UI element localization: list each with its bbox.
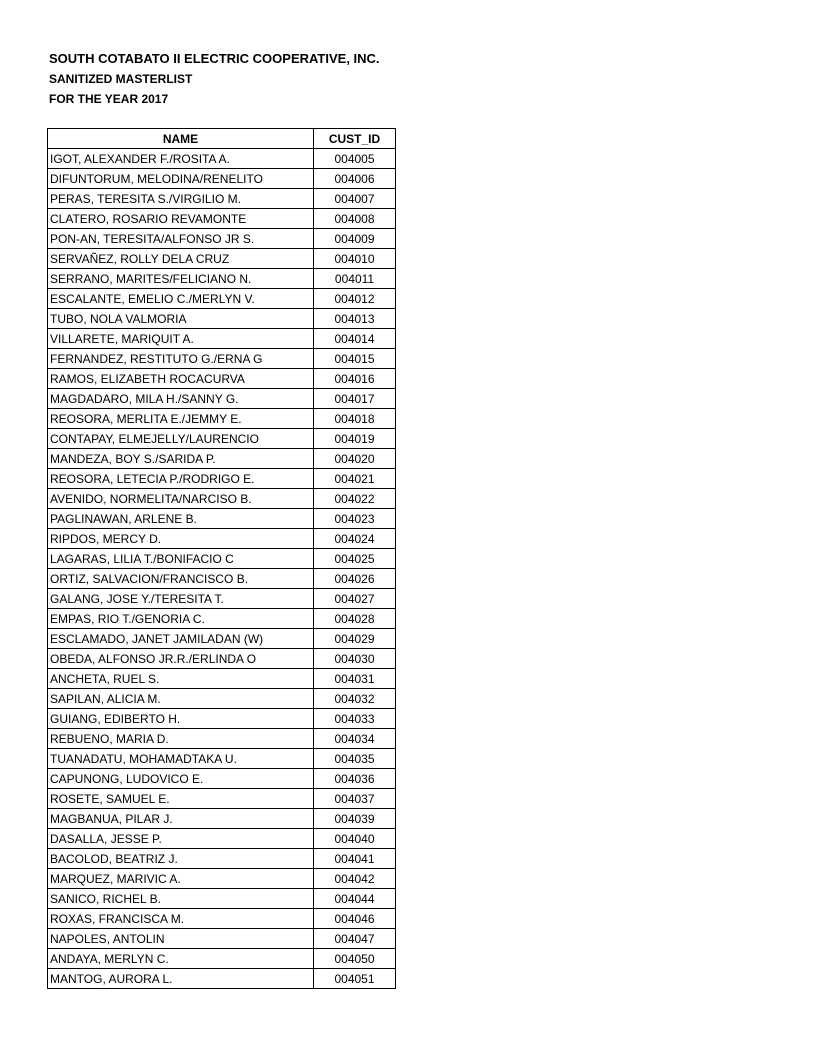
customer-id-cell: 004032 <box>314 689 396 709</box>
customer-id-cell: 004031 <box>314 669 396 689</box>
customer-id-cell: 004047 <box>314 929 396 949</box>
table-row <box>48 769 396 789</box>
table-row <box>48 469 396 489</box>
customer-name-cell: REOSORA, LETECIA P./RODRIGO E. <box>48 469 314 489</box>
customer-name-cell: MARQUEZ, MARIVIC A. <box>48 869 314 889</box>
customer-name-cell: LAGARAS, LILIA T./BONIFACIO C <box>48 549 314 569</box>
customer-name-cell: CLATERO, ROSARIO REVAMONTE <box>48 209 314 229</box>
customer-id-cell: 004046 <box>314 909 396 929</box>
customer-name-cell: PAGLINAWAN, ARLENE B. <box>48 509 314 529</box>
customer-id-cell: 004016 <box>314 369 396 389</box>
customer-name-cell: BACOLOD, BEATRIZ J. <box>48 849 314 869</box>
customer-id-cell: 004040 <box>314 829 396 849</box>
customer-name-cell: GALANG, JOSE Y./TERESITA T. <box>48 589 314 609</box>
column-header-name: NAME <box>48 129 314 149</box>
table-row <box>48 789 396 809</box>
customer-id-cell: 004024 <box>314 529 396 549</box>
customer-name-cell: MANTOG, AURORA L. <box>48 969 314 989</box>
customer-name-cell: EMPAS, RIO T./GENORIA C. <box>48 609 314 629</box>
table-row <box>48 429 396 449</box>
customer-id-cell: 004019 <box>314 429 396 449</box>
table-row <box>48 409 396 429</box>
customer-id-cell: 004009 <box>314 229 396 249</box>
table-row <box>48 489 396 509</box>
customer-name-cell: ORTIZ, SALVACION/FRANCISCO B. <box>48 569 314 589</box>
customer-id-cell: 004042 <box>314 869 396 889</box>
customer-name-cell: REBUENO, MARIA D. <box>48 729 314 749</box>
customer-name-cell: ROSETE, SAMUEL E. <box>48 789 314 809</box>
table-row <box>48 909 396 929</box>
table-row <box>48 629 396 649</box>
customer-name-cell: DASALLA, JESSE P. <box>48 829 314 849</box>
customer-name-cell: SERVAÑEZ, ROLLY DELA CRUZ <box>48 249 314 269</box>
table-row <box>48 609 396 629</box>
table-row <box>48 669 396 689</box>
customer-id-cell: 004011 <box>314 269 396 289</box>
table-row <box>48 729 396 749</box>
customer-id-cell: 004010 <box>314 249 396 269</box>
customer-name-cell: PON-AN, TERESITA/ALFONSO JR S. <box>48 229 314 249</box>
table-row <box>48 369 396 389</box>
table-row <box>48 509 396 529</box>
customer-name-cell: MAGBANUA, PILAR J. <box>48 809 314 829</box>
customer-id-cell: 004008 <box>314 209 396 229</box>
customer-id-cell: 004020 <box>314 449 396 469</box>
customer-id-cell: 004033 <box>314 709 396 729</box>
table-row <box>48 889 396 909</box>
customer-id-cell: 004029 <box>314 629 396 649</box>
customer-name-cell: OBEDA, ALFONSO JR.R./ERLINDA O <box>48 649 314 669</box>
customer-name-cell: ANCHETA, RUEL S. <box>48 669 314 689</box>
customer-id-cell: 004035 <box>314 749 396 769</box>
customer-name-cell: IGOT, ALEXANDER F./ROSITA A. <box>48 149 314 169</box>
customer-id-cell: 004034 <box>314 729 396 749</box>
customer-name-cell: TUANADATU, MOHAMADTAKA U. <box>48 749 314 769</box>
masterlist-table <box>47 128 396 989</box>
table-row <box>48 389 396 409</box>
customer-id-cell: 004036 <box>314 769 396 789</box>
customer-name-cell: ESCLAMADO, JANET JAMILADAN (W) <box>48 629 314 649</box>
table-row <box>48 229 396 249</box>
customer-id-cell: 004013 <box>314 309 396 329</box>
customer-id-cell: 004023 <box>314 509 396 529</box>
customer-name-cell: CONTAPAY, ELMEJELLY/LAURENCIO <box>48 429 314 449</box>
customer-name-cell: REOSORA, MERLITA E./JEMMY E. <box>48 409 314 429</box>
table-row <box>48 849 396 869</box>
customer-name-cell: CAPUNONG, LUDOVICO E. <box>48 769 314 789</box>
customer-name-cell: ANDAYA, MERLYN C. <box>48 949 314 969</box>
table-row <box>48 749 396 769</box>
table-row <box>48 449 396 469</box>
table-row <box>48 549 396 569</box>
customer-name-cell: AVENIDO, NORMELITA/NARCISO B. <box>48 489 314 509</box>
customer-name-cell: MAGDADARO, MILA H./SANNY G. <box>48 389 314 409</box>
customer-id-cell: 004030 <box>314 649 396 669</box>
customer-id-cell: 004044 <box>314 889 396 909</box>
customer-id-cell: 004018 <box>314 409 396 429</box>
customer-name-cell: RIPDOS, MERCY D. <box>48 529 314 549</box>
customer-id-cell: 004007 <box>314 189 396 209</box>
customer-id-cell: 004017 <box>314 389 396 409</box>
customer-name-cell: DIFUNTORUM, MELODINA/RENELITO <box>48 169 314 189</box>
customer-name-cell: MANDEZA, BOY S./SARIDA P. <box>48 449 314 469</box>
customer-id-cell: 004006 <box>314 169 396 189</box>
customer-id-cell: 004025 <box>314 549 396 569</box>
customer-name-cell: VILLARETE, MARIQUIT A. <box>48 329 314 349</box>
customer-name-cell: NAPOLES, ANTOLIN <box>48 929 314 949</box>
customer-id-cell: 004012 <box>314 289 396 309</box>
table-header-row <box>48 129 396 149</box>
customer-name-cell: SAPILAN, ALICIA M. <box>48 689 314 709</box>
customer-name-cell: PERAS, TERESITA S./VIRGILIO M. <box>48 189 314 209</box>
customer-id-cell: 004041 <box>314 849 396 869</box>
customer-id-cell: 004015 <box>314 349 396 369</box>
table-row <box>48 529 396 549</box>
customer-id-cell: 004051 <box>314 969 396 989</box>
table-row <box>48 589 396 609</box>
table-row <box>48 289 396 309</box>
customer-name-cell: ROXAS, FRANCISCA M. <box>48 909 314 929</box>
customer-name-cell: SERRANO, MARITES/FELICIANO N. <box>48 269 314 289</box>
table-row <box>48 949 396 969</box>
table-row <box>48 309 396 329</box>
table-row <box>48 829 396 849</box>
table-row <box>48 269 396 289</box>
document-header <box>49 50 380 110</box>
customer-id-cell: 004022 <box>314 489 396 509</box>
table-row <box>48 189 396 209</box>
customer-id-cell: 004027 <box>314 589 396 609</box>
table-row <box>48 329 396 349</box>
table-row <box>48 649 396 669</box>
customer-id-cell: 004028 <box>314 609 396 629</box>
table-row <box>48 349 396 369</box>
customer-name-cell: SANICO, RICHEL B. <box>48 889 314 909</box>
list-period: FOR THE YEAR 2017 <box>49 92 169 106</box>
table-row <box>48 209 396 229</box>
table-row <box>48 149 396 169</box>
customer-id-cell: 004026 <box>314 569 396 589</box>
table-row <box>48 569 396 589</box>
list-title: SANITIZED MASTERLIST <box>49 72 193 86</box>
table-row <box>48 969 396 989</box>
column-header-cust-id: CUST_ID <box>314 129 396 149</box>
customer-name-cell: TUBO, NOLA VALMORIA <box>48 309 314 329</box>
customer-name-cell: ESCALANTE, EMELIO C./MERLYN V. <box>48 289 314 309</box>
table-row <box>48 869 396 889</box>
company-name: SOUTH COTABATO II ELECTRIC COOPERATIVE, INC. <box>49 51 380 66</box>
customer-id-cell: 004039 <box>314 809 396 829</box>
customer-id-cell: 004005 <box>314 149 396 169</box>
customer-id-cell: 004021 <box>314 469 396 489</box>
table-row <box>48 249 396 269</box>
customer-name-cell: FERNANDEZ, RESTITUTO G./ERNA G <box>48 349 314 369</box>
table-row <box>48 709 396 729</box>
table-row <box>48 689 396 709</box>
customer-id-cell: 004050 <box>314 949 396 969</box>
table-row <box>48 929 396 949</box>
customer-name-cell: RAMOS, ELIZABETH ROCACURVA <box>48 369 314 389</box>
customer-id-cell: 004037 <box>314 789 396 809</box>
customer-id-cell: 004014 <box>314 329 396 349</box>
table-body <box>48 149 396 989</box>
table-row <box>48 809 396 829</box>
customer-name-cell: GUIANG, EDIBERTO H. <box>48 709 314 729</box>
table-row <box>48 169 396 189</box>
